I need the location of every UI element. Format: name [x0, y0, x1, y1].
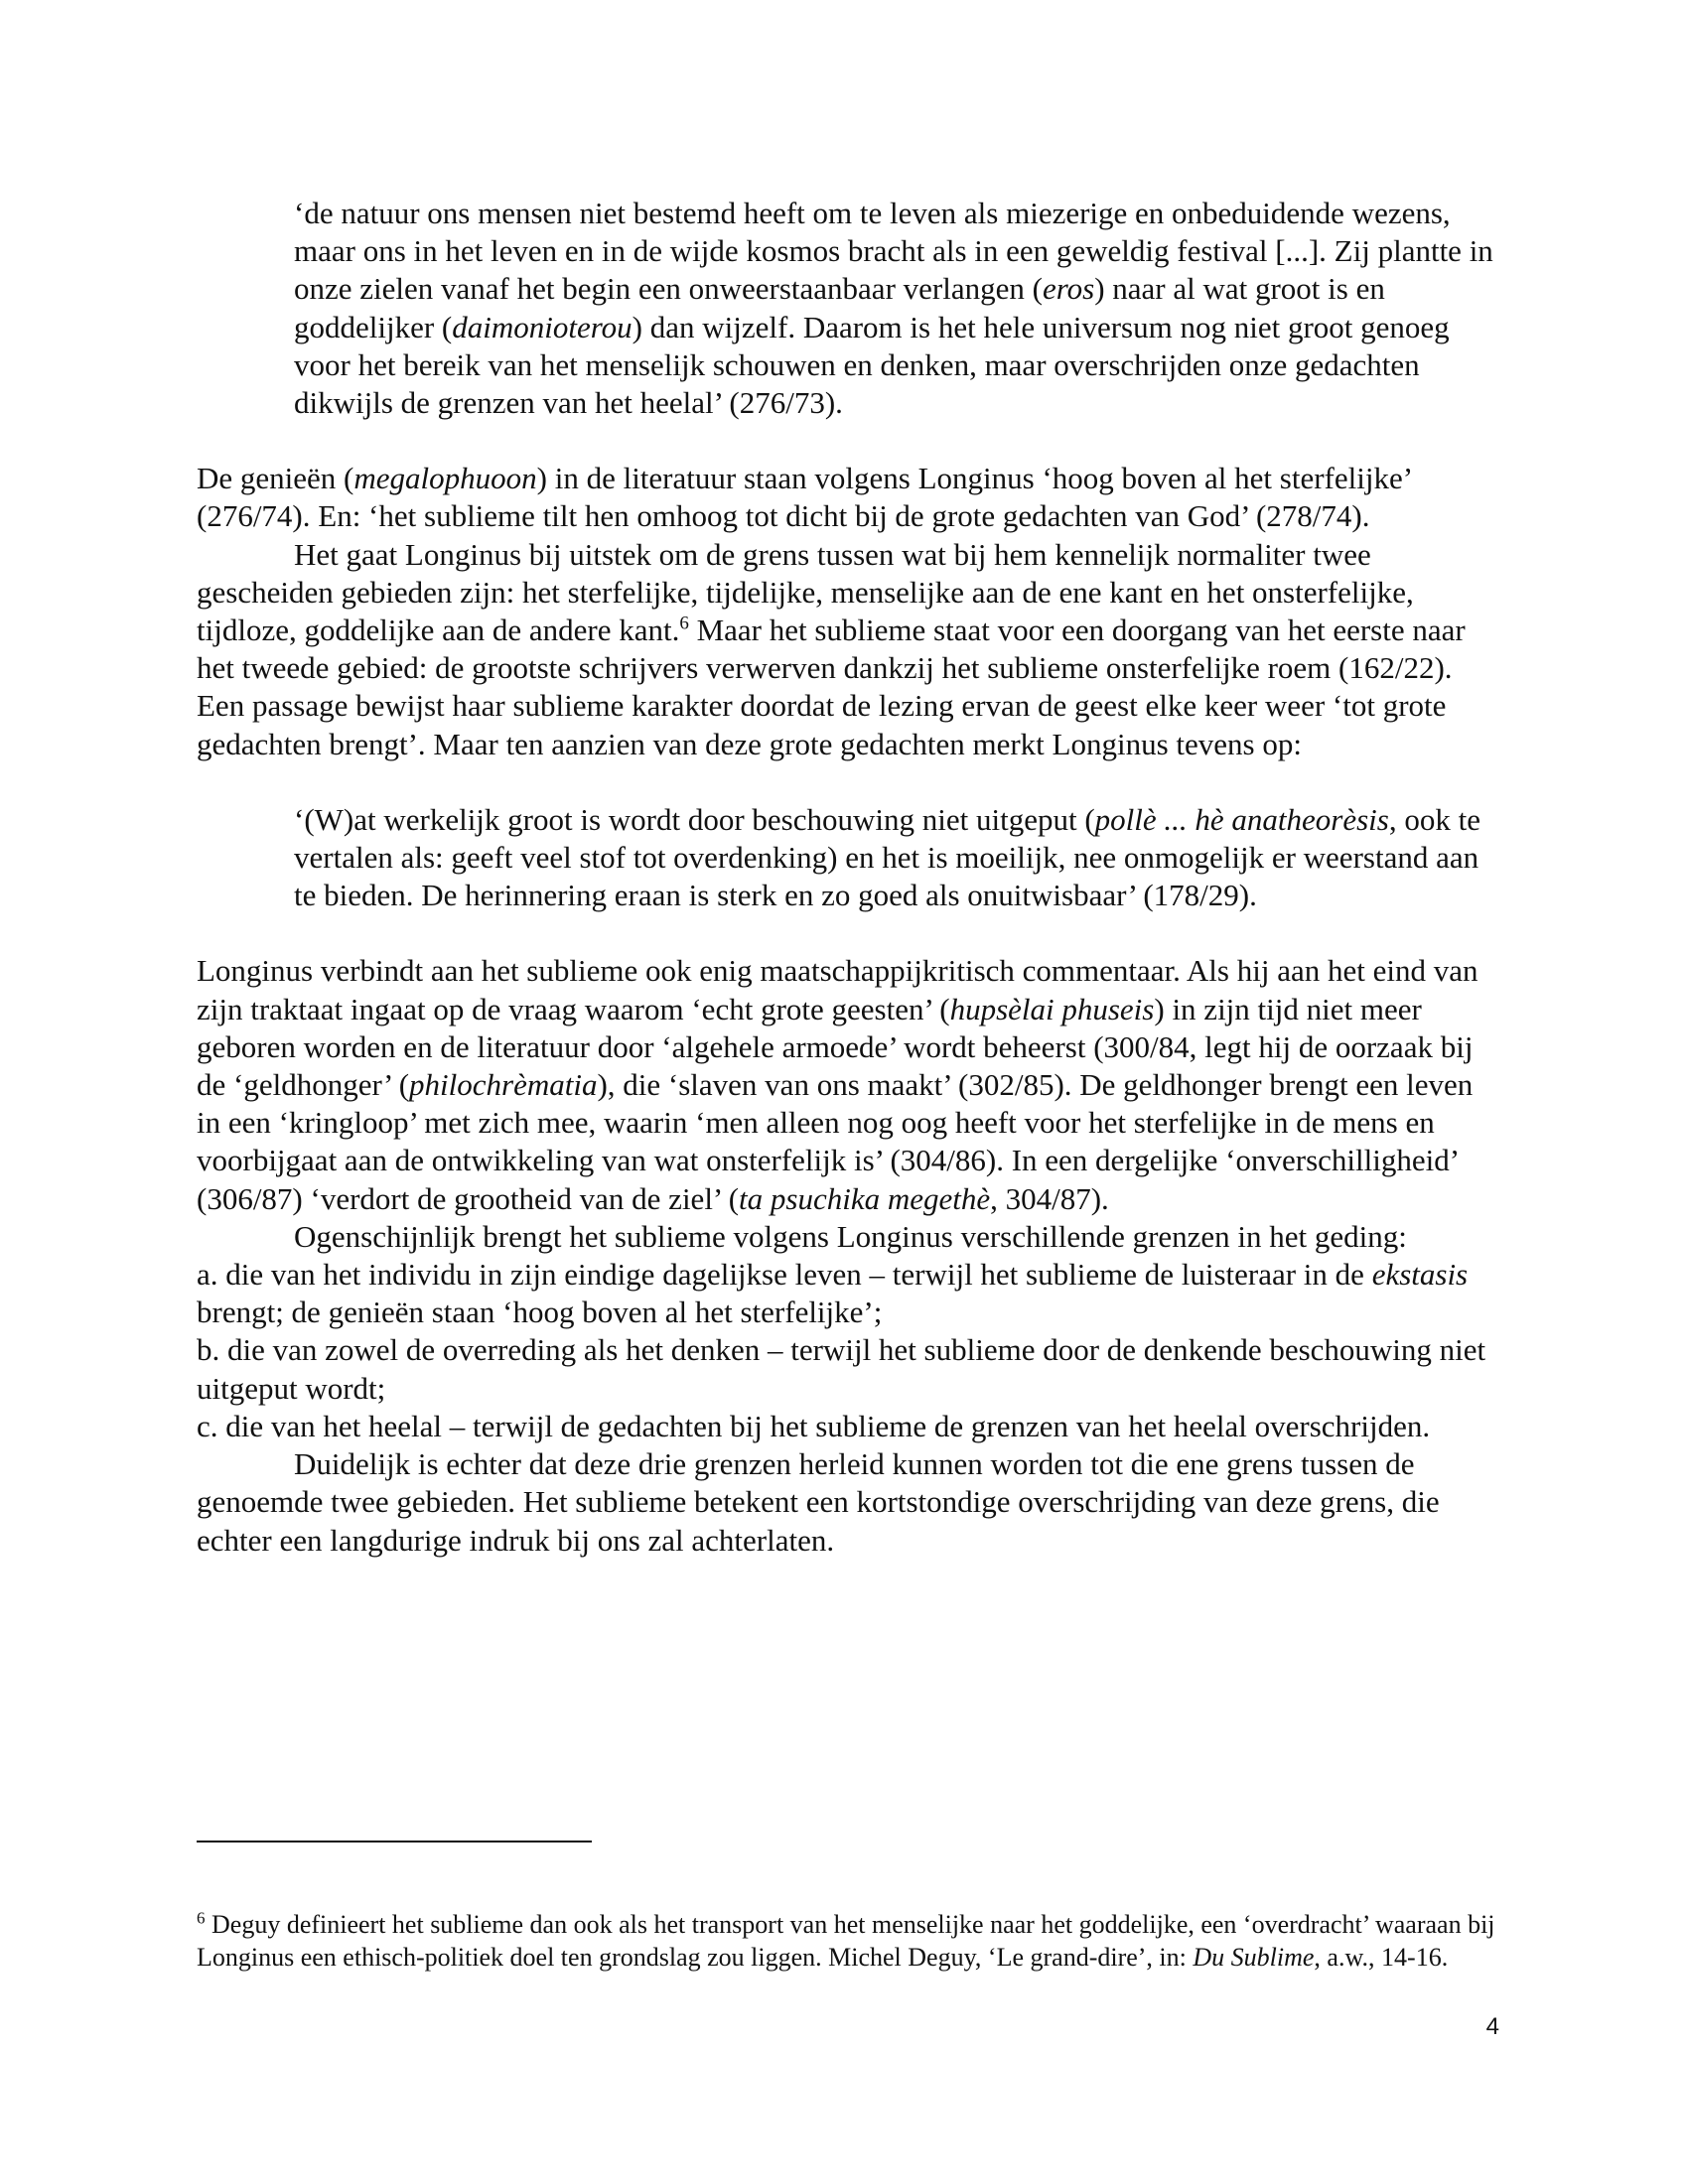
text-run: , a.w., 14-16.: [1314, 1943, 1449, 1972]
paragraph-5: Duidelijk is echter dat deze drie grenzen herleid kunnen worden tot die ene grens tussen de genoemde twee gebieden. Het sublieme betekent een kortstondige overschrijding van deze grens, die echter een langdurige indruk bij ons zal achterlaten.: [197, 1446, 1440, 1558]
text-run: a. die van het individu in zijn eindige dagelijkse leven – terwijl het sublieme de luisteraar in de: [197, 1257, 1372, 1293]
list-item-a: [197, 1256, 1497, 1331]
page-number: 4: [1485, 2013, 1499, 2040]
text-run: De genieën (: [197, 461, 354, 496]
paragraph-1: [197, 460, 1497, 535]
spacer: [197, 914, 1497, 952]
italic-term: philochrèmatia: [409, 1067, 598, 1103]
text-run: ), die ‘slaven van ons maakt’ (302/85). De geldhonger brengt een leven in een ‘kringloop’ met zich mee, waarin ‘men alleen nog oog heeft voor het sterfelijke in de mens en voorbijgaat aan de ontwikkeling van wat onsterfelijk is’ (304/86). In een dergelijke ‘onverschilligheid’ (306/87) ‘verdort de grootheid van de ziel’ (: [197, 1067, 1474, 1216]
text-run: ) in zijn tijd niet meer geboren worden en de literatuur door ‘algehele armoede’ wordt beheerst (300/84, legt hij de oorzaak bij de ‘geldhonger’ (: [197, 991, 1474, 1103]
footnote-separator: [197, 1841, 592, 1843]
italic-title: Du Sublime: [1193, 1943, 1315, 1972]
paragraph-2: [197, 536, 1497, 763]
italic-term: hupsèlai phuseis: [949, 991, 1155, 1026]
italic-term: pollè ... hè anatheorèsis: [1094, 801, 1389, 837]
text-run: brengt; de genieën staan ‘hoog boven al het sterfelijke’;: [197, 1295, 883, 1330]
text-run: ) dan wijzelf. Daarom is het hele universum nog niet groot genoeg voor het bereik van het menselijk schouwen en denken, maar overschrijden onze gedachten dikwijls de grenzen van het heelal’ (276/73).: [294, 309, 1450, 421]
text-run: ‘de natuur ons mensen niet bestemd heeft om te leven als miezerige en onbeduidende wezens, maar ons in het leven en in de wijde kosmos bracht als in een geweldig festival [...]. Zij plantte in onze zielen vanaf het begin een onweerstaanbaar verlangen (: [294, 196, 1493, 307]
italic-term: megalophuoon: [353, 461, 537, 496]
block-quote-1: [294, 195, 1497, 422]
italic-term: ekstasis: [1371, 1257, 1469, 1293]
italic-term: ta psuchika megethè: [739, 1180, 991, 1216]
paragraph-3: [197, 952, 1497, 1217]
italic-term: eros: [1042, 271, 1095, 307]
main-text: [197, 195, 1497, 1560]
text-run: Deguy definieert het sublieme dan ook als het transport van het menselijke naar het goddelijke, een ‘overdracht’ waaraan bij Longinus een ethisch-politiek doel ten grondslag zou liggen. Michel Deguy, ‘Le grand-dire’, in:: [197, 1910, 1495, 1972]
footnote-mark: 6: [197, 1908, 206, 1928]
paragraph-4-intro: Ogenschijnlijk brengt het sublieme volgens Longinus verschillende grenzen in het geding:: [294, 1218, 1407, 1254]
footnote-6: [197, 1908, 1497, 1974]
list-item-c: c. die van het heelal – terwijl de gedachten bij het sublieme de grenzen van het heelal overschrijden.: [197, 1408, 1431, 1443]
text-run: Het gaat Longinus bij uitstek om de grens tussen wat bij hem kennelijk normaliter twee gescheiden gebieden zijn: het sterfelijke, tijdelijke, menselijke aan de ene kant en het onsterfelijke, tijdloze, goddelijke aan de andere kant.: [197, 536, 1414, 648]
text-run: , 304/87).: [990, 1180, 1109, 1216]
text-run: Longinus verbindt aan het sublieme ook enig maatschappijkritisch commentaar. Als hij aan het eind van zijn traktaat ingaat op de vraag waarom ‘echt grote geesten’ (: [197, 953, 1478, 1026]
footnote-reference[interactable]: 6: [679, 613, 689, 634]
spacer: [197, 422, 1497, 460]
text-run: , ook te vertalen als: geeft veel stof tot overdenking) en het is moeilijk, nee onmogelijk er weerstand aan te bieden. De herinnering eraan is sterk en zo goed als onuitwisbaar’ (178/29).: [294, 801, 1480, 913]
list-item-b: b. die van zowel de overreding als het denken – terwijl het sublieme door de denkende beschouwing niet uitgeput wordt;: [197, 1332, 1486, 1406]
text-run: ) naar al wat groot is en goddelijker (: [294, 271, 1385, 344]
italic-term: daimonioterou: [452, 309, 633, 344]
block-quote-2: [294, 801, 1497, 915]
text-run: ) in de literatuur staan volgens Longinus ‘hoog boven al het sterfelijke’ (276/74). En: ‘het sublieme tilt hen omhoog tot dicht bij de grote gedachten van God’ (278/74).: [197, 461, 1411, 534]
spacer: [197, 763, 1497, 801]
text-run: ‘(W)at werkelijk groot is wordt door beschouwing niet uitgeput (: [294, 801, 1095, 837]
text-run: Maar het sublieme staat voor een doorgang van het eerste naar het tweede gebied: de grootste schrijvers verwerven dankzij het sublieme onsterfelijke roem (162/22). Een passage bewijst haar sublieme karakter doordat de lezing ervan de geest elke keer weer ‘tot grote gedachten brengt’. Maar ten aanzien van deze grote gedachten merkt Longinus tevens op:: [197, 613, 1466, 761]
